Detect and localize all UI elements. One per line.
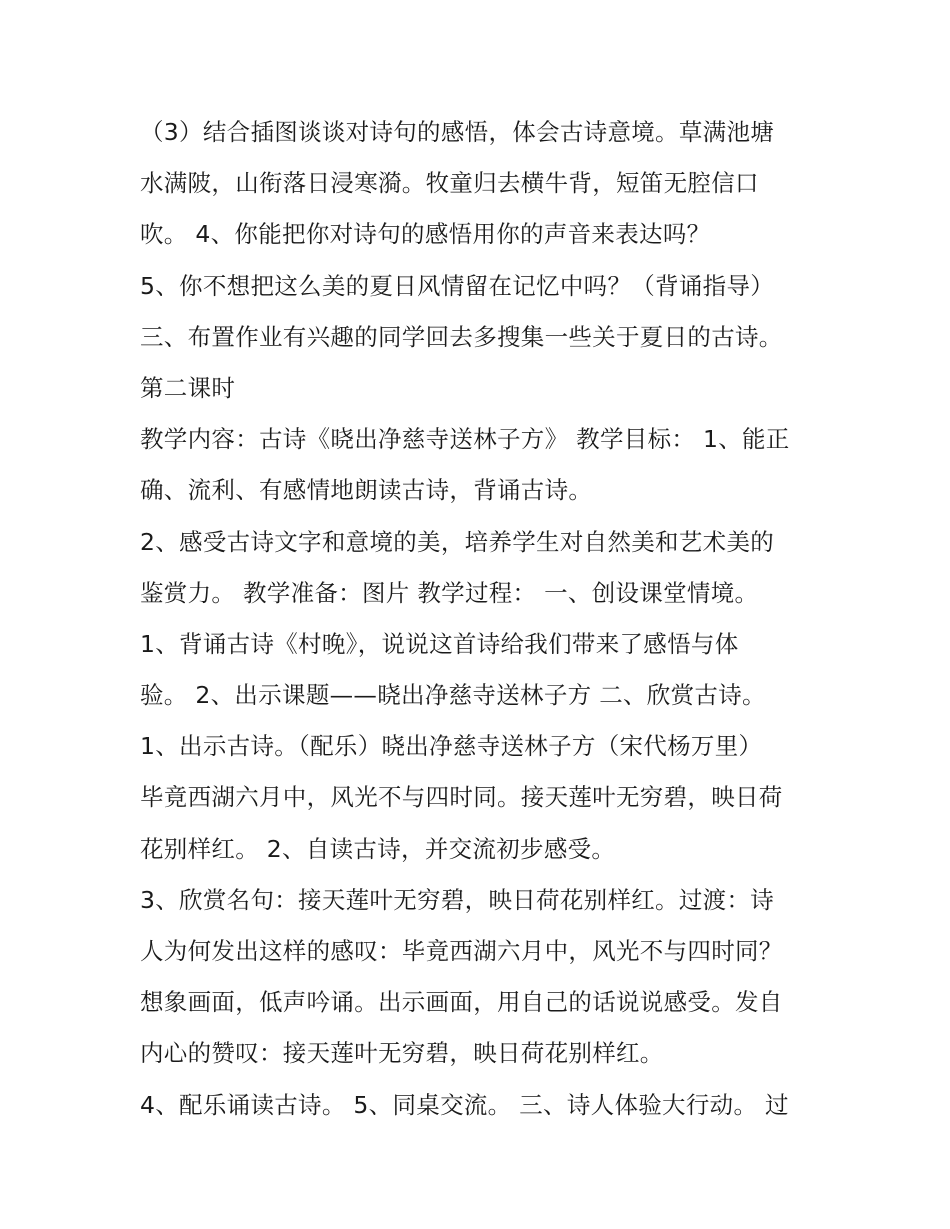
text-line: 花别样红。 2、自读古诗，并交流初步感受。 xyxy=(140,834,616,863)
text-line: （3）结合插图谈谈对诗句的感悟，体会古诗意境。草满池塘 xyxy=(140,118,775,146)
text-line: 吹。 4、你能把你对诗句的感悟用你的声音来表达吗？ xyxy=(140,220,711,249)
text-line: 1、背诵古诗《村晚》，说说这首诗给我们带来了感悟与体 xyxy=(140,629,739,658)
text-line: 人为何发出这样的感叹：毕竟西湖六月中，风光不与四时同？ xyxy=(140,937,783,965)
text-line: 内心的赞叹：接天莲叶无穷碧，映日荷花别样红。 xyxy=(140,1039,664,1068)
text-line: 水满陂，山衔落日浸寒漪。牧童归去横牛背，短笛无腔信口 xyxy=(140,169,759,198)
text-line: 确、流利、有感情地朗读古诗，背诵古诗。 xyxy=(140,476,593,505)
text-line: 想象画面，低声吟诵。出示画面，用自己的话说说感受。发自 xyxy=(140,988,783,1017)
text-line: 鉴赏力。 教学准备：图片 教学过程： 一、创设课堂情境。 xyxy=(140,578,759,607)
text-line: 毕竟西湖六月中，风光不与四时同。接天莲叶无穷碧，映日荷 xyxy=(140,783,783,812)
text-line: 2、感受古诗文字和意境的美，培养学生对自然美和艺术美的 xyxy=(140,527,775,556)
document-body xyxy=(140,107,840,1131)
text-line: 5、你不想把这么美的夏日风情留在记忆中吗？（背诵指导） xyxy=(140,271,775,300)
text-line: 教学内容：古诗《晓出净慈寺送林子方》 教学目标： 1、能正 xyxy=(140,425,790,454)
text-line: 1、出示古诗。（配乐）晓出净慈寺送林子方（宋代杨万里） xyxy=(140,732,763,761)
text-line: 三、布置作业有兴趣的同学回去多搜集一些关于夏日的古诗。 xyxy=(140,322,783,351)
text-line: 3、欣赏名句：接天莲叶无穷碧，映日荷花别样红。过渡：诗 xyxy=(140,885,775,914)
text-line: 4、配乐诵读古诗。 5、同桌交流。 三、诗人体验大行动。 过 xyxy=(140,1090,789,1119)
text-line: 验。 2、出示课题——晓出净慈寺送林子方 二、欣赏古诗。 xyxy=(140,681,766,710)
section-heading: 第二课时 xyxy=(140,373,236,402)
